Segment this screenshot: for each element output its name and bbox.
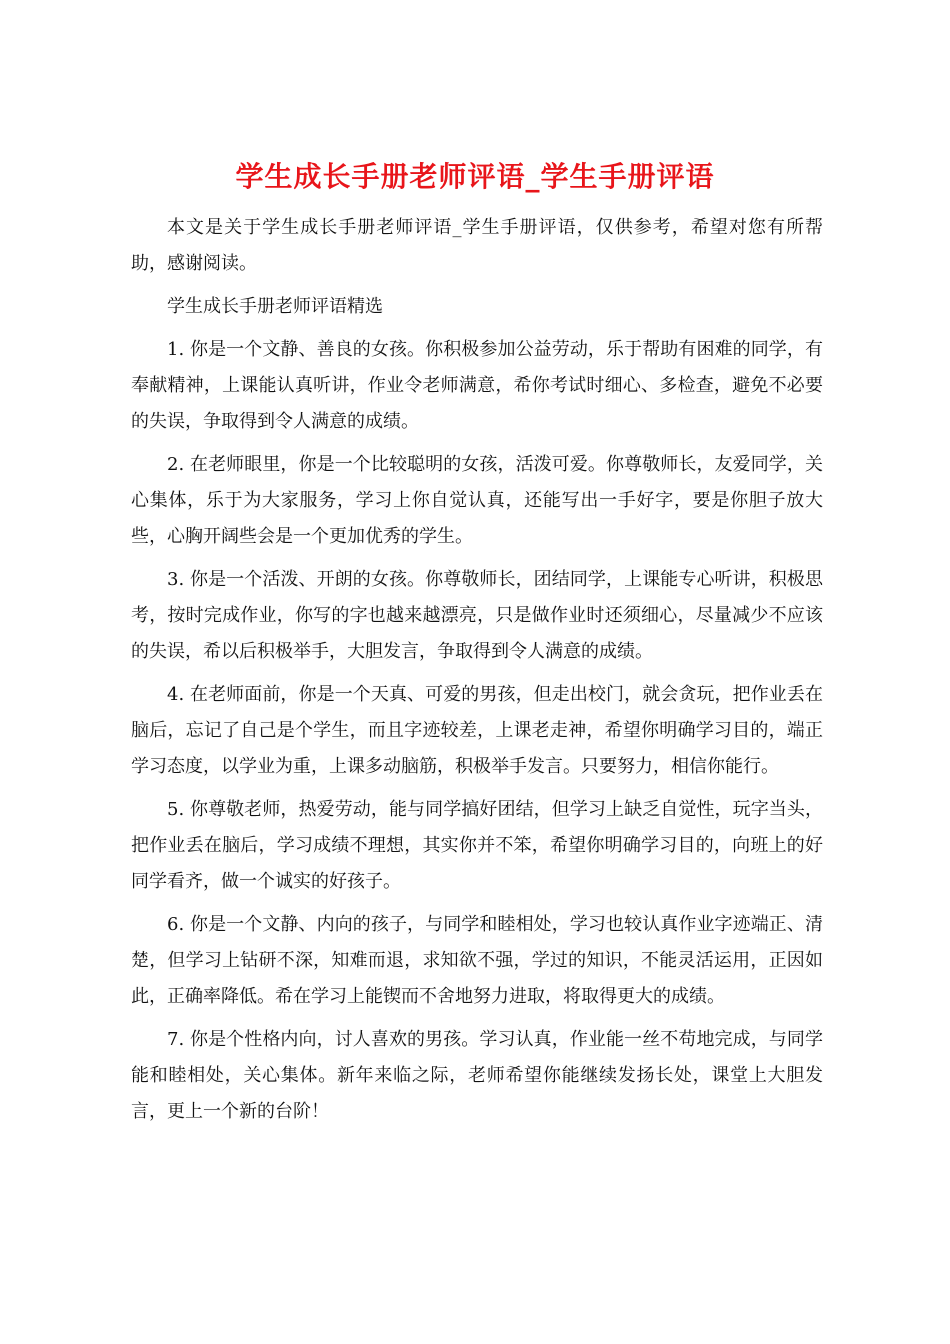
comment-item-7: 7. 你是个性格内向，讨人喜欢的男孩。学习认真，作业能一丝不苟地完成，与同学能和睦相处，关心集体。新年来临之际，老师希望你能继续发扬长处，课堂上大胆发言，更上一个新的台阶！ (131, 1029, 823, 1122)
comment-item-3: 3. 你是一个活泼、开朗的女孩。你尊敬师长，团结同学，上课能专心听讲，积极思考，按时完成作业，你写的字也越来越漂亮，只是做作业时还须细心，尽量减少不应该的失误，希以后积极举手，大胆发言，争取得到令人满意的成绩。 (131, 569, 823, 662)
intro-paragraph: 本文是关于学生成长手册老师评语_学生手册评语，仅供参考，希望对您有所帮助，感谢阅读。 (131, 217, 823, 274)
comment-item-6: 6. 你是一个文静、内向的孩子，与同学和睦相处，学习也较认真作业字迹端正、清楚，但学习上钻研不深，知难而退，求知欲不强，学过的知识，不能灵活运用，正因如此，正确率降低。希在学习上能锲而不舍地努力进取，将取得更大的成绩。 (131, 914, 823, 1007)
document-title: 学生成长手册老师评语_学生手册评语 (235, 159, 715, 193)
comment-item-2: 2. 在老师眼里，你是一个比较聪明的女孩，活泼可爱。你尊敬师长，友爱同学，关心集体，乐于为大家服务，学习上你自觉认真，还能写出一手好字，要是你胆子放大些，心胸开阔些会是一个更加优秀的学生。 (131, 454, 823, 547)
document-body (131, 210, 823, 1137)
comment-item-4: 4. 在老师面前，你是一个天真、可爱的男孩，但走出校门，就会贪玩，把作业丢在脑后，忘记了自己是个学生，而且字迹较差，上课老走神，希望你明确学习目的，端正学习态度，以学业为重，上课多动脑筋，积极举手发言。只要努力，相信你能行。 (131, 684, 823, 777)
comment-item-1: 1. 你是一个文静、善良的女孩。你积极参加公益劳动，乐于帮助有困难的同学，有奉献精神，上课能认真听讲，作业令老师满意，希你考试时细心、多检查，避免不必要的失误，争取得到令人满意的成绩。 (131, 339, 823, 432)
section-subheading: 学生成长手册老师评语精选 (167, 296, 383, 317)
comment-item-5: 5. 你尊敬老师，热爱劳动，能与同学搞好团结，但学习上缺乏自觉性，玩字当头，把作业丢在脑后，学习成绩不理想，其实你并不笨，希望你明确学习目的，向班上的好同学看齐，做一个诚实的好孩子。 (131, 799, 823, 892)
